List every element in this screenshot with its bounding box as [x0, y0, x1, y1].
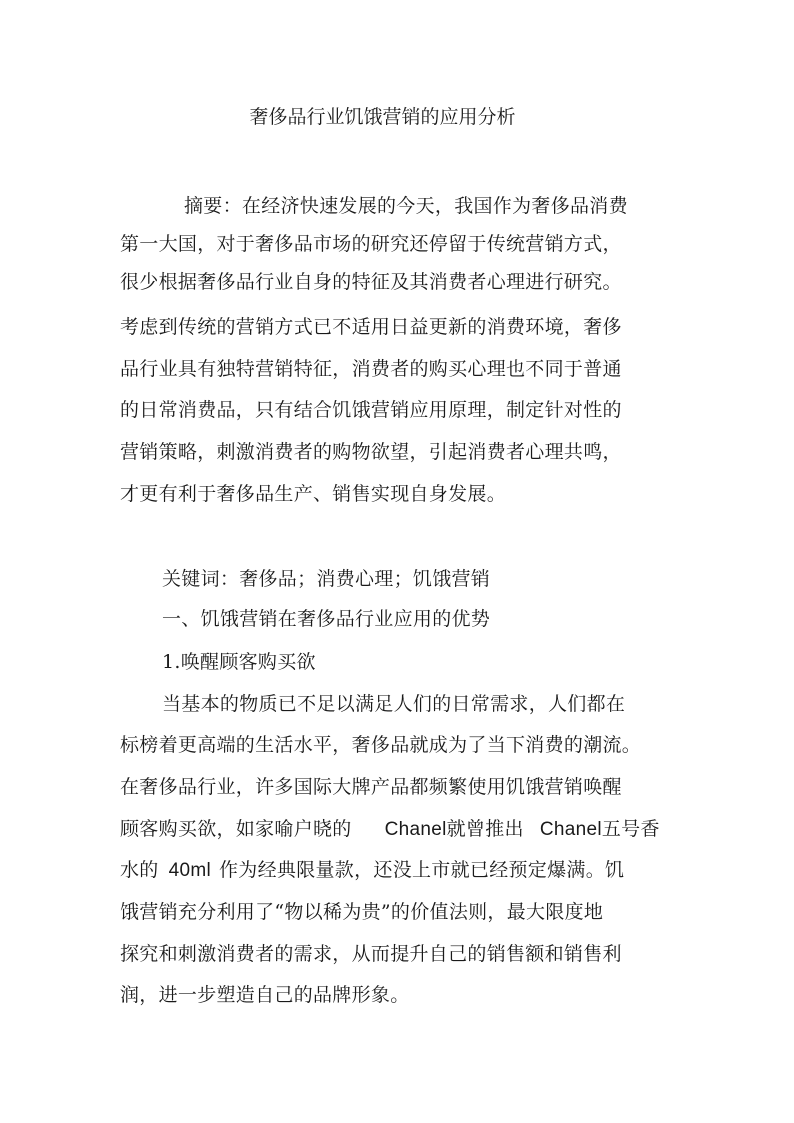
body-text: 就曾推出 [446, 818, 524, 840]
body-line [120, 858, 624, 883]
section-heading: 一、饥饿营销在奢侈品行业应用的优势 [162, 608, 491, 630]
body-text: 五号香 [601, 818, 660, 840]
abstract-line: 摘要：在经济快速发展的今天，我国作为奢侈品消费 [184, 195, 628, 217]
brand-name: Chanel [384, 819, 447, 840]
product-size: 40ml [168, 860, 211, 881]
document-title: 奢侈品行业饥饿营销的应用分析 [249, 106, 516, 128]
body-line: 当基本的物质已不足以满足人们的日常需求，人们都在 [162, 693, 626, 715]
abstract-line: 第一大国，对于奢侈品市场的研究还停留于传统营销方式， [120, 233, 622, 255]
body-line [120, 817, 660, 842]
body-line: 探究和刺激消费者的需求，从而提升自己的销售额和销售利 [120, 943, 622, 965]
brand-name: Chanel [539, 819, 602, 840]
body-line: 在奢侈品行业，许多国际大牌产品都频繁使用饥饿营销唤醒 [120, 776, 622, 798]
subsection-heading: 1.唤醒顾客购买欲 [162, 651, 316, 673]
abstract-line: 很少根据奢侈品行业自身的特征及其消费者心理进行研究。 [120, 271, 622, 293]
abstract-line: 才更有利于奢侈品生产、销售实现自身发展。 [120, 483, 507, 505]
body-text: 水的 [120, 859, 159, 881]
body-line: 标榜着更高端的生活水平，奢侈品就成为了当下消费的潮流。 [120, 734, 642, 756]
abstract-line: 的日常消费品，只有结合饥饿营销应用原理，制定针对性的 [120, 399, 622, 421]
body-line: 润，进一步塑造自己的品牌形象。 [120, 984, 410, 1006]
abstract-line: 考虑到传统的营销方式已不适用日益更新的消费环境，奢侈 [120, 316, 622, 338]
body-text: 作为经典限量款，还没上市就已经预定爆满。饥 [219, 859, 625, 881]
body-text: 顾客购买欲，如家喻户晓的 [120, 818, 352, 840]
body-line: 饿营销充分利用了“物以稀为贵”的价值法则，最大限度地 [120, 901, 604, 923]
abstract-line: 营销策略，刺激消费者的购物欲望，引起消费者心理共鸣， [120, 441, 622, 463]
abstract-line: 品行业具有独特营销特征，消费者的购买心理也不同于普通 [120, 358, 622, 380]
keywords-line: 关键词：奢侈品；消费心理；饥饿营销 [162, 568, 491, 590]
